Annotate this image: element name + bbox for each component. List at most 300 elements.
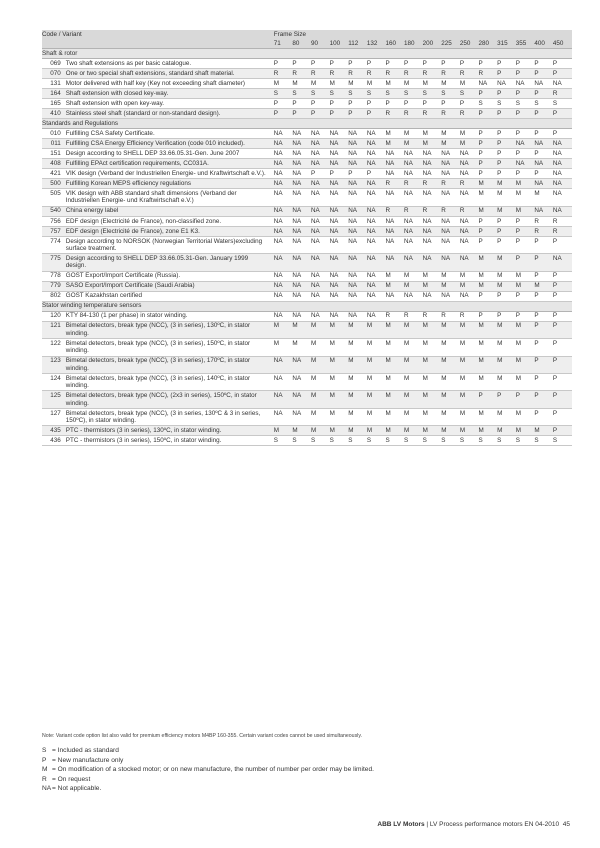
variant-code: 011 xyxy=(42,139,66,149)
frame-size-label: 160 xyxy=(385,39,404,49)
availability-cell: M xyxy=(516,271,535,281)
variant-code: 151 xyxy=(42,149,66,159)
availability-cell: M xyxy=(516,281,535,291)
availability-cell: R xyxy=(274,69,293,79)
availability-cell: P xyxy=(534,339,553,356)
availability-cell: NA xyxy=(348,139,367,149)
availability-cell: M xyxy=(404,271,423,281)
availability-cell: NA xyxy=(404,236,423,253)
availability-cell: P xyxy=(404,59,423,69)
availability-cell: NA xyxy=(311,206,330,216)
availability-cell: NA xyxy=(367,129,386,139)
availability-cell: M xyxy=(404,281,423,291)
availability-cell: NA xyxy=(274,291,293,301)
availability-cell: R xyxy=(385,206,404,216)
table-row xyxy=(42,236,572,253)
frame-size-label: 250 xyxy=(460,39,479,49)
legend-key: M xyxy=(42,766,48,774)
availability-cell: P xyxy=(553,271,572,281)
availability-cell: P xyxy=(274,99,293,109)
availability-cell: M xyxy=(423,139,442,149)
frame-size-label: 132 xyxy=(367,39,386,49)
availability-cell: S xyxy=(330,89,349,99)
availability-cell: NA xyxy=(311,139,330,149)
availability-cell: NA xyxy=(367,226,386,236)
availability-cell: M xyxy=(367,374,386,391)
availability-cell: P xyxy=(292,109,311,119)
availability-cell: P xyxy=(423,99,442,109)
availability-cell: NA xyxy=(330,271,349,281)
availability-cell: NA xyxy=(292,159,311,169)
availability-cell: NA xyxy=(385,254,404,271)
page-footer xyxy=(377,821,570,828)
availability-cell: M xyxy=(460,408,479,425)
availability-cell: M xyxy=(404,356,423,373)
availability-cell: P xyxy=(367,59,386,69)
section-title: Shaft & rotor xyxy=(42,49,572,59)
availability-cell: NA xyxy=(553,206,572,216)
variant-description: Fulfilling Korean MEPS efficiency regulations xyxy=(66,179,274,189)
availability-cell: R xyxy=(553,216,572,226)
availability-cell: NA xyxy=(460,189,479,206)
availability-cell: P xyxy=(497,69,516,79)
availability-cell: R xyxy=(460,109,479,119)
availability-cell: M xyxy=(497,179,516,189)
availability-cell: NA xyxy=(274,236,293,253)
availability-cell: P xyxy=(330,99,349,109)
availability-cell: P xyxy=(478,391,497,408)
availability-cell: NA xyxy=(292,149,311,159)
availability-cell: M xyxy=(385,129,404,139)
availability-cell: NA xyxy=(330,254,349,271)
availability-cell: P xyxy=(553,69,572,79)
availability-cell: NA xyxy=(441,236,460,253)
availability-cell: NA xyxy=(292,374,311,391)
availability-cell: NA xyxy=(330,236,349,253)
table-row xyxy=(42,374,572,391)
availability-cell: NA xyxy=(311,226,330,236)
availability-cell: NA xyxy=(553,159,572,169)
availability-cell: P xyxy=(553,236,572,253)
table-row xyxy=(42,321,572,338)
availability-cell: NA xyxy=(367,291,386,301)
table-row xyxy=(42,271,572,281)
availability-cell: M xyxy=(478,179,497,189)
availability-cell: R xyxy=(441,69,460,79)
availability-cell: P xyxy=(497,109,516,119)
availability-cell: M xyxy=(423,374,442,391)
availability-cell: M xyxy=(367,408,386,425)
frame-size-label: 225 xyxy=(441,39,460,49)
availability-cell: NA xyxy=(274,149,293,159)
availability-cell: M xyxy=(311,374,330,391)
variant-description: Stainless steel shaft (standard or non-standard design). xyxy=(66,109,274,119)
frame-size-label: 280 xyxy=(478,39,497,49)
availability-cell: NA xyxy=(367,149,386,159)
availability-cell: NA xyxy=(311,291,330,301)
availability-cell: P xyxy=(553,339,572,356)
availability-cell: P xyxy=(534,149,553,159)
availability-cell: P xyxy=(311,169,330,179)
availability-cell: R xyxy=(423,179,442,189)
availability-cell: NA xyxy=(553,149,572,159)
availability-cell: NA xyxy=(348,254,367,271)
availability-cell: P xyxy=(478,216,497,226)
availability-cell: R xyxy=(292,69,311,79)
availability-cell: M xyxy=(423,356,442,373)
availability-cell: M xyxy=(516,321,535,338)
availability-cell: S xyxy=(274,89,293,99)
availability-cell: M xyxy=(478,321,497,338)
availability-cell: P xyxy=(460,99,479,109)
availability-cell: NA xyxy=(274,216,293,226)
availability-cell: M xyxy=(423,408,442,425)
legend xyxy=(42,746,374,794)
availability-cell: M xyxy=(497,374,516,391)
availability-cell: NA xyxy=(330,216,349,226)
availability-cell: M xyxy=(478,189,497,206)
availability-cell: M xyxy=(311,391,330,408)
availability-cell: NA xyxy=(367,139,386,149)
variant-code: 408 xyxy=(42,159,66,169)
availability-cell: M xyxy=(460,426,479,436)
frame-size-row xyxy=(42,39,572,49)
availability-cell: P xyxy=(478,109,497,119)
availability-cell: R xyxy=(460,311,479,321)
availability-cell: M xyxy=(367,426,386,436)
availability-cell: NA xyxy=(330,206,349,216)
availability-cell: NA xyxy=(441,226,460,236)
variant-code: 757 xyxy=(42,226,66,236)
table-row xyxy=(42,226,572,236)
availability-cell: NA xyxy=(274,311,293,321)
availability-cell: M xyxy=(311,356,330,373)
availability-cell: P xyxy=(497,89,516,99)
availability-cell: NA xyxy=(348,291,367,301)
variant-description: Shaft extension with open key-way. xyxy=(66,99,274,109)
frame-size-label: 355 xyxy=(516,39,535,49)
frame-size-label: 315 xyxy=(497,39,516,49)
variant-description: Fulfilling CSA Energy Efficiency Verification (code 010 included). xyxy=(66,139,274,149)
availability-cell: P xyxy=(348,169,367,179)
table-row xyxy=(42,281,572,291)
availability-cell: NA xyxy=(274,129,293,139)
availability-cell: NA xyxy=(292,356,311,373)
availability-cell: NA xyxy=(534,79,553,89)
availability-cell: M xyxy=(330,356,349,373)
availability-cell: NA xyxy=(274,179,293,189)
availability-cell: S xyxy=(441,436,460,446)
availability-cell: P xyxy=(460,59,479,69)
availability-cell: NA xyxy=(423,291,442,301)
availability-cell: P xyxy=(478,159,497,169)
availability-cell: NA xyxy=(441,189,460,206)
table-row xyxy=(42,311,572,321)
availability-cell: P xyxy=(516,291,535,301)
availability-cell: P xyxy=(478,169,497,179)
availability-cell: P xyxy=(534,356,553,373)
availability-cell: NA xyxy=(404,291,423,301)
section-title: Stator winding temperature sensors xyxy=(42,301,572,311)
variant-description: Design according to SHELL DEP 33.66.05.31-Gen. January 1999 design. xyxy=(66,254,274,271)
availability-cell: S xyxy=(516,436,535,446)
availability-cell: NA xyxy=(404,159,423,169)
availability-cell: P xyxy=(516,109,535,119)
availability-cell: M xyxy=(516,374,535,391)
availability-cell: NA xyxy=(311,311,330,321)
availability-cell: P xyxy=(478,291,497,301)
availability-cell: NA xyxy=(274,254,293,271)
availability-cell: P xyxy=(367,109,386,119)
availability-cell: NA xyxy=(385,169,404,179)
variant-description: Shaft extension with closed key-way. xyxy=(66,89,274,99)
availability-cell: NA xyxy=(460,254,479,271)
variant-code: 421 xyxy=(42,169,66,179)
availability-cell: NA xyxy=(311,179,330,189)
availability-cell: M xyxy=(441,408,460,425)
availability-cell: M xyxy=(516,179,535,189)
availability-cell: M xyxy=(367,391,386,408)
availability-cell: S xyxy=(497,436,516,446)
availability-cell: P xyxy=(274,59,293,69)
availability-cell: M xyxy=(292,79,311,89)
variant-code: 779 xyxy=(42,281,66,291)
availability-cell: NA xyxy=(274,374,293,391)
availability-cell: M xyxy=(367,321,386,338)
availability-cell: P xyxy=(292,99,311,109)
availability-cell: M xyxy=(497,356,516,373)
availability-cell: P xyxy=(534,321,553,338)
availability-cell: NA xyxy=(404,149,423,159)
availability-cell: M xyxy=(497,339,516,356)
availability-cell: R xyxy=(404,206,423,216)
availability-cell: M xyxy=(441,79,460,89)
availability-cell: M xyxy=(348,356,367,373)
variant-description: EDF design (Electricité de France), non-classified zone. xyxy=(66,216,274,226)
availability-cell: M xyxy=(404,321,423,338)
availability-cell: S xyxy=(274,436,293,446)
availability-cell: NA xyxy=(292,189,311,206)
availability-cell: P xyxy=(534,311,553,321)
availability-cell: NA xyxy=(385,291,404,301)
availability-cell: NA xyxy=(292,179,311,189)
availability-cell: M xyxy=(534,426,553,436)
availability-cell: NA xyxy=(404,189,423,206)
availability-cell: P xyxy=(516,254,535,271)
availability-cell: P xyxy=(348,99,367,109)
availability-cell: NA xyxy=(292,311,311,321)
availability-cell: NA xyxy=(348,149,367,159)
availability-cell: S xyxy=(423,89,442,99)
table-row xyxy=(42,79,572,89)
variant-description: KTY 84-130 (1 per phase) in stator winding. xyxy=(66,311,274,321)
legend-item xyxy=(42,765,374,775)
availability-cell: R xyxy=(385,69,404,79)
frame-size-label: 180 xyxy=(404,39,423,49)
availability-cell: M xyxy=(441,356,460,373)
availability-cell: M xyxy=(404,426,423,436)
availability-cell: M xyxy=(330,408,349,425)
availability-cell: R xyxy=(404,69,423,79)
availability-cell: NA xyxy=(534,159,553,169)
availability-cell: M xyxy=(292,321,311,338)
legend-text: = New manufacture only xyxy=(52,756,124,764)
availability-cell: P xyxy=(497,291,516,301)
section-header xyxy=(42,301,572,311)
availability-cell: M xyxy=(534,281,553,291)
availability-cell: P xyxy=(441,99,460,109)
frame-size-label: 100 xyxy=(330,39,349,49)
availability-cell: M xyxy=(385,374,404,391)
availability-cell: NA xyxy=(553,254,572,271)
availability-cell: S xyxy=(348,436,367,446)
availability-cell: NA xyxy=(423,149,442,159)
availability-cell: M xyxy=(441,339,460,356)
availability-cell: NA xyxy=(534,179,553,189)
variant-description: Bimetal detectors, break type (NCC), (3 in series), 150ºC, in stator winding. xyxy=(66,339,274,356)
table-body xyxy=(42,49,572,446)
legend-key: P xyxy=(42,756,47,764)
availability-cell: NA xyxy=(348,179,367,189)
availability-cell: M xyxy=(497,408,516,425)
availability-cell: P xyxy=(478,311,497,321)
availability-cell: P xyxy=(516,169,535,179)
availability-cell: NA xyxy=(423,254,442,271)
availability-cell: P xyxy=(516,59,535,69)
variant-code: 127 xyxy=(42,408,66,425)
variant-description: Design according to NORSOK (Norwegian Territorial Waters)excluding surface treatment. xyxy=(66,236,274,253)
availability-cell: NA xyxy=(441,291,460,301)
availability-cell: P xyxy=(497,216,516,226)
variant-code: 540 xyxy=(42,206,66,216)
frame-size-label: 400 xyxy=(534,39,553,49)
availability-cell: NA xyxy=(367,254,386,271)
variant-code: 010 xyxy=(42,129,66,139)
variant-description: PTC - thermistors (3 in series), 130ºC, in stator winding. xyxy=(66,426,274,436)
availability-cell: M xyxy=(311,408,330,425)
availability-cell: M xyxy=(330,374,349,391)
availability-cell: P xyxy=(516,149,535,159)
availability-cell: M xyxy=(497,426,516,436)
frame-size-label: 112 xyxy=(348,39,367,49)
availability-cell: P xyxy=(553,109,572,119)
availability-cell: NA xyxy=(330,311,349,321)
availability-cell: M xyxy=(423,391,442,408)
availability-cell: NA xyxy=(311,159,330,169)
availability-cell: S xyxy=(330,436,349,446)
availability-cell: P xyxy=(534,89,553,99)
availability-cell: M xyxy=(516,356,535,373)
variant-code: 435 xyxy=(42,426,66,436)
availability-cell: NA xyxy=(311,129,330,139)
availability-cell: M xyxy=(478,356,497,373)
availability-cell: P xyxy=(311,99,330,109)
availability-cell: M xyxy=(441,281,460,291)
availability-cell: P xyxy=(553,59,572,69)
availability-cell: NA xyxy=(274,189,293,206)
availability-cell: M xyxy=(423,271,442,281)
availability-cell: S xyxy=(367,436,386,446)
legend-key: NA xyxy=(42,785,52,793)
availability-cell: NA xyxy=(311,149,330,159)
availability-cell: P xyxy=(497,169,516,179)
variant-code: 756 xyxy=(42,216,66,226)
availability-cell: P xyxy=(534,291,553,301)
variant-description: SASO Export/Import Certificate (Saudi Arabia) xyxy=(66,281,274,291)
availability-cell: M xyxy=(404,408,423,425)
section-header xyxy=(42,49,572,59)
availability-cell: P xyxy=(534,59,553,69)
table-row xyxy=(42,339,572,356)
availability-cell: NA xyxy=(274,226,293,236)
availability-cell: NA xyxy=(385,216,404,226)
availability-cell: M xyxy=(404,339,423,356)
availability-cell: S xyxy=(497,99,516,109)
variant-code: 165 xyxy=(42,99,66,109)
availability-cell: M xyxy=(385,408,404,425)
availability-cell: M xyxy=(423,321,442,338)
availability-cell: NA xyxy=(423,169,442,179)
availability-cell: M xyxy=(274,321,293,338)
availability-cell: P xyxy=(534,169,553,179)
availability-cell: R xyxy=(348,69,367,79)
availability-cell: P xyxy=(534,271,553,281)
availability-cell: P xyxy=(497,129,516,139)
availability-cell: NA xyxy=(292,408,311,425)
availability-cell: P xyxy=(553,281,572,291)
availability-cell: M xyxy=(516,408,535,425)
availability-cell: R xyxy=(441,206,460,216)
availability-cell: NA xyxy=(348,129,367,139)
availability-cell: NA xyxy=(385,189,404,206)
availability-cell: M xyxy=(274,339,293,356)
availability-cell: P xyxy=(478,236,497,253)
availability-cell: NA xyxy=(348,216,367,226)
availability-cell: R xyxy=(423,69,442,79)
variant-description: EDF design (Electricité de France), zone E1 K3. xyxy=(66,226,274,236)
availability-cell: NA xyxy=(367,281,386,291)
availability-cell: M xyxy=(292,426,311,436)
availability-cell: M xyxy=(348,79,367,89)
availability-cell: R xyxy=(553,226,572,236)
availability-cell: NA xyxy=(441,149,460,159)
availability-cell: P xyxy=(478,139,497,149)
variant-code-table xyxy=(42,30,572,446)
availability-cell: M xyxy=(441,374,460,391)
availability-cell: P xyxy=(516,129,535,139)
availability-cell: P xyxy=(553,391,572,408)
section-title: Standards and Regulations xyxy=(42,119,572,129)
table-row xyxy=(42,189,572,206)
availability-cell: M xyxy=(534,189,553,206)
availability-cell: NA xyxy=(292,129,311,139)
availability-cell: R xyxy=(423,311,442,321)
availability-cell: NA xyxy=(478,79,497,89)
availability-cell: S xyxy=(516,99,535,109)
availability-cell: NA xyxy=(292,236,311,253)
variant-description: Two shaft extensions as per basic catalogue. xyxy=(66,59,274,69)
availability-cell: P xyxy=(534,69,553,79)
availability-cell: P xyxy=(478,89,497,99)
availability-cell: P xyxy=(516,69,535,79)
availability-cell: S xyxy=(478,436,497,446)
legend-key: R xyxy=(42,775,47,783)
availability-cell: P xyxy=(553,426,572,436)
variant-description: PTC - thermistors (3 in series), 150ºC, in stator winding. xyxy=(66,436,274,446)
availability-cell: S xyxy=(441,89,460,99)
availability-cell: R xyxy=(404,311,423,321)
availability-cell: NA xyxy=(516,159,535,169)
